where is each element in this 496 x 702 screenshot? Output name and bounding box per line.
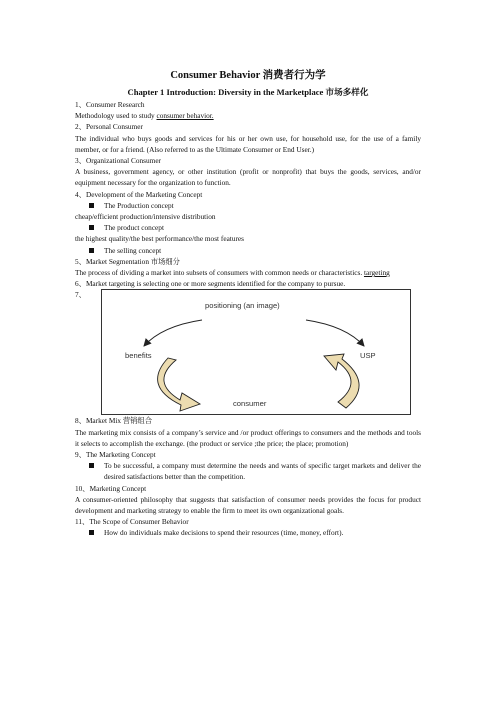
section-4-text-2: the highest quality/the best performance/the most features	[75, 234, 244, 244]
section-5-text	[75, 267, 421, 278]
bullet-square-icon	[89, 463, 94, 468]
section-9-heading: 9、The Marketing Concept	[75, 450, 156, 460]
section-10-text: A consumer-oriented philosophy that suggests that satisfaction of consumer needs provides the focus for product development and marketing strategy to enable the firm to meet its own organizational goals.	[75, 494, 421, 516]
diagram-label-right: USP	[360, 351, 376, 361]
right-curved-arrow	[324, 354, 359, 408]
section-4-text-1: cheap/efficient production/intensive distribution	[75, 212, 216, 222]
section-3-text: A business, government agency, or other institution (profit or nonprofit) that buys the goods, services, and/or equipment necessary for the organization to function.	[75, 167, 421, 188]
section-5-heading: 5、Market Segmentation 市场细分	[75, 256, 180, 266]
section-11-bullet-1	[75, 527, 421, 538]
section-4-heading: 4、Development of the Marketing Concept	[75, 189, 203, 199]
document-title: Consumer Behavior 消费者行为学	[170, 70, 326, 81]
chapter-heading: Chapter 1 Introduction: Diversity in the Marketplace 市场多样化	[127, 87, 369, 97]
bullet-text: The product concept	[104, 223, 164, 233]
section-7-number: 7、	[75, 290, 86, 300]
section-1-text	[75, 110, 421, 121]
section-3-heading: 3、Organizational Consumer	[75, 156, 161, 166]
diagram-frame	[101, 289, 411, 415]
bullet-text: To be successful, a company must determine the needs and wants of specific target markets and deliver the desired satisfactions better than the competition.	[104, 461, 421, 482]
bullet-square-icon	[89, 225, 94, 230]
section-1-heading: 1、Consumer Research	[75, 100, 145, 109]
section-4-bullet-2	[75, 222, 421, 233]
bullet-square-icon	[89, 530, 94, 535]
left-arrow	[144, 320, 202, 346]
section-4-bullet-3	[75, 245, 421, 256]
left-curved-arrow	[158, 358, 200, 411]
right-arrow	[306, 320, 364, 346]
bullet-text: How do individuals make decisions to spend their resources (time, money, effort).	[104, 528, 344, 538]
section-6-text: 6、Market targeting is selecting one or more segments identified for the company to pursue.	[75, 279, 346, 289]
diagram-label-bottom: consumer	[233, 399, 267, 409]
section-5-underlined: targeting	[363, 268, 390, 278]
document-body	[75, 99, 421, 539]
diagram-label-left: benefits	[125, 351, 152, 361]
diagram-label-top: positioning (an image)	[205, 301, 280, 311]
section-2-heading: 2、Personal Consumer	[75, 122, 143, 132]
bullet-square-icon	[89, 203, 94, 208]
section-8-text: The marketing mix consists of a company’s service and /or product offerings to consumers and the methods and tools it selects to accomplish the exchange. (the product or service ;the price; the place; promotion)	[75, 427, 421, 448]
section-1-underlined: consumer behavior.	[156, 111, 214, 121]
section-2-text: The individual who buys goods and services for his or her own use, for household use, for the use of a family member, or for a friend. (Also referred to as the Ultimate Consumer or End User.)	[75, 133, 421, 154]
positioning-diagram	[75, 289, 421, 415]
section-4-bullet-1	[75, 200, 421, 211]
section-11-heading: 11、The Scope of Consumer Behavior	[75, 517, 189, 527]
section-9-bullet-1	[75, 460, 421, 482]
section-8-heading: 8、Market Mix 营销组合	[75, 416, 153, 426]
section-1-text-part: Methodology used to study	[75, 111, 157, 121]
bullet-text: The selling concept	[104, 245, 162, 255]
bullet-square-icon	[89, 248, 94, 253]
section-5-text-part: The process of dividing a market into subsets of consumers with common needs or characteristics.	[75, 268, 364, 278]
bullet-text: The Production concept	[104, 200, 174, 210]
section-10-heading: 10、Marketing Concept	[75, 483, 147, 493]
